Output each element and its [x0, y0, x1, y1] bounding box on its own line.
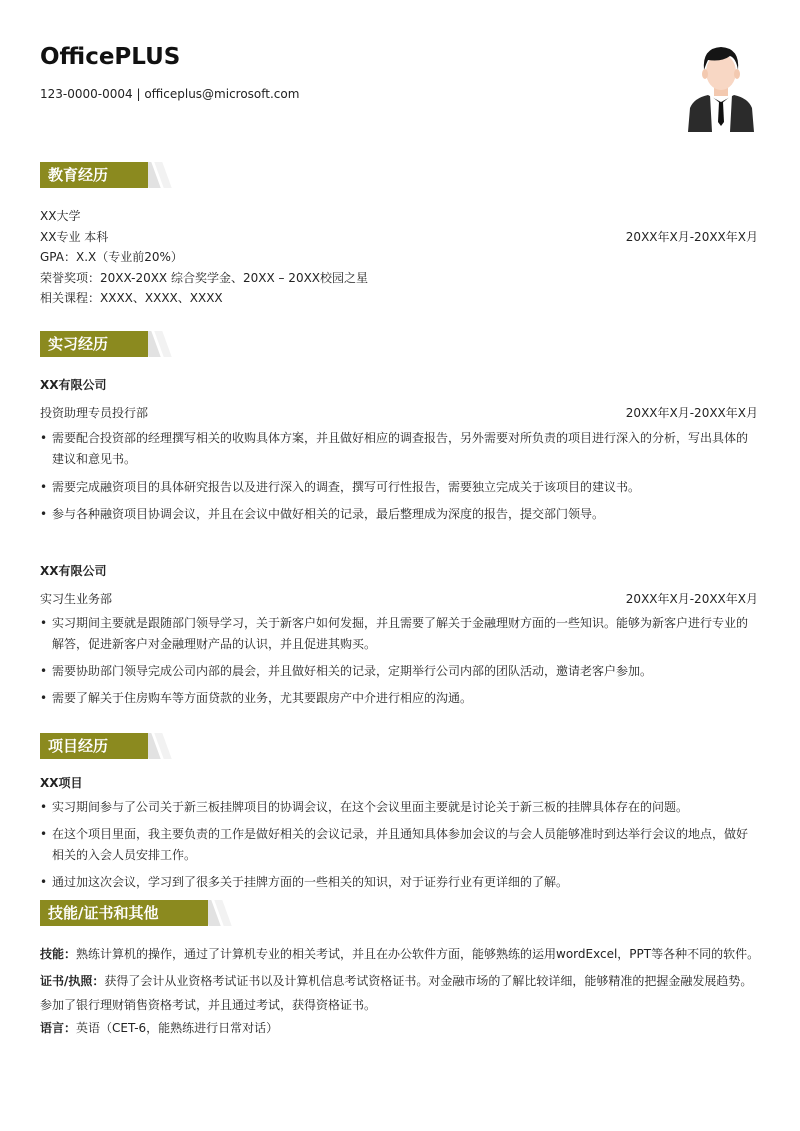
contact-info: 123-0000-0004 | officeplus@microsoft.com — [40, 87, 300, 101]
education-section-title: 教育经历 — [40, 162, 148, 188]
list-item: • 实习期间主要就是跟随部门领导学习，关于新客户如何发掘，并且需要了解关于金融理财方面的一些知识。能够为新客户进行专业的解答，促进新客户对金融理财产品的认识，并且促进其购买。 — [40, 616, 749, 651]
job-company: XX有限公司 — [40, 564, 107, 578]
job-company: XX有限公司 — [40, 378, 107, 392]
resume-name: OfficePLUS — [40, 44, 181, 70]
language-text: 英语（CET-6，能熟练进行日常对话） — [76, 1021, 279, 1035]
education-date: 20XX年X月-20XX年X月 — [625, 230, 758, 244]
internship-section-title: 实习经历 — [40, 331, 148, 357]
list-item: • 需要配合投资部的经理撰写相关的收购具体方案，并且做好相应的调查报告，另外需要对所负责的项目进行深入的分析，写出具体的建议和意见书。 — [40, 431, 749, 466]
certificates-label: 证书/执照： — [40, 974, 105, 988]
person-avatar-icon — [686, 42, 756, 132]
skills-paragraph — [40, 942, 762, 966]
list-item: • 实习期间参与了公司关于新三板挂牌项目的协调会议，在这个会议里面主要就是讨论关于新三板的挂牌具体存在的问题。 — [40, 800, 689, 814]
language-label: 语言： — [40, 1021, 77, 1035]
project-section-title: 项目经历 — [40, 733, 148, 759]
job-role: 实习生业务部 — [40, 592, 113, 606]
job-date: 20XX年X月-20XX年X月 — [625, 406, 758, 420]
list-item: • 需要了解关于住房购车等方面贷款的业务，尤其要跟房产中介进行相应的沟通。 — [40, 691, 473, 705]
education-major: XX专业 本科 — [40, 230, 109, 244]
job-role: 投资助理专员投行部 — [40, 406, 149, 420]
list-item: • 通过加这次会议，学习到了很多关于挂牌方面的一些相关的知识，对于证券行业有更详细的了解。 — [40, 875, 569, 889]
skills-text: 熟练计算机的操作，通过了计算机专业的相关考试，并且在办公软件方面，能够熟练的运用wordExcel，PPT等各种不同的软件。 — [76, 947, 760, 961]
skills-section-title: 技能/证书和其他 — [40, 900, 208, 926]
education-school: XX大学 — [40, 209, 81, 223]
education-gpa: GPA：X.X（专业前20%） — [40, 250, 183, 264]
job-date: 20XX年X月-20XX年X月 — [625, 592, 758, 606]
internship-section-header — [40, 331, 170, 357]
list-item: • 参与各种融资项目协调会议，并且在会议中做好相关的记录，最后整理成为深度的报告，提交部门领导。 — [40, 507, 605, 521]
certificates-paragraph — [40, 969, 762, 1017]
skills-label: 技能： — [40, 947, 77, 961]
list-item: • 需要协助部门领导完成公司内部的晨会，并且做好相关的记录，定期举行公司内部的团队活动，邀请老客户参加。 — [40, 664, 653, 678]
certificates-text: 获得了会计从业资格考试证书以及计算机信息考试资格证书。对金融市场的了解比较详细，能够精准的把握金融发展趋势。参加了银行理财销售资格考试，并且通过考试，获得资格证书。 — [40, 974, 753, 1012]
skills-section-header — [40, 900, 240, 926]
project-name: XX项目 — [40, 776, 83, 790]
list-item: • 在这个项目里面，我主要负责的工作是做好相关的会议记录，并且通知具体参加会议的与会人员能够准时到达举行会议的地点，做好相关的入会人员安排工作。 — [40, 827, 749, 862]
education-honors: 荣誉奖项：20XX-20XX 综合奖学金、20XX – 20XX校园之星 — [40, 271, 369, 285]
education-courses: 相关课程：XXXX、XXXX、XXXX — [40, 291, 223, 305]
language-paragraph — [40, 1016, 762, 1040]
project-section-header — [40, 733, 170, 759]
list-item: • 需要完成融资项目的具体研究报告以及进行深入的调查，撰写可行性报告，需要独立完成关于该项目的建议书。 — [40, 480, 641, 494]
education-section-header — [40, 162, 170, 188]
